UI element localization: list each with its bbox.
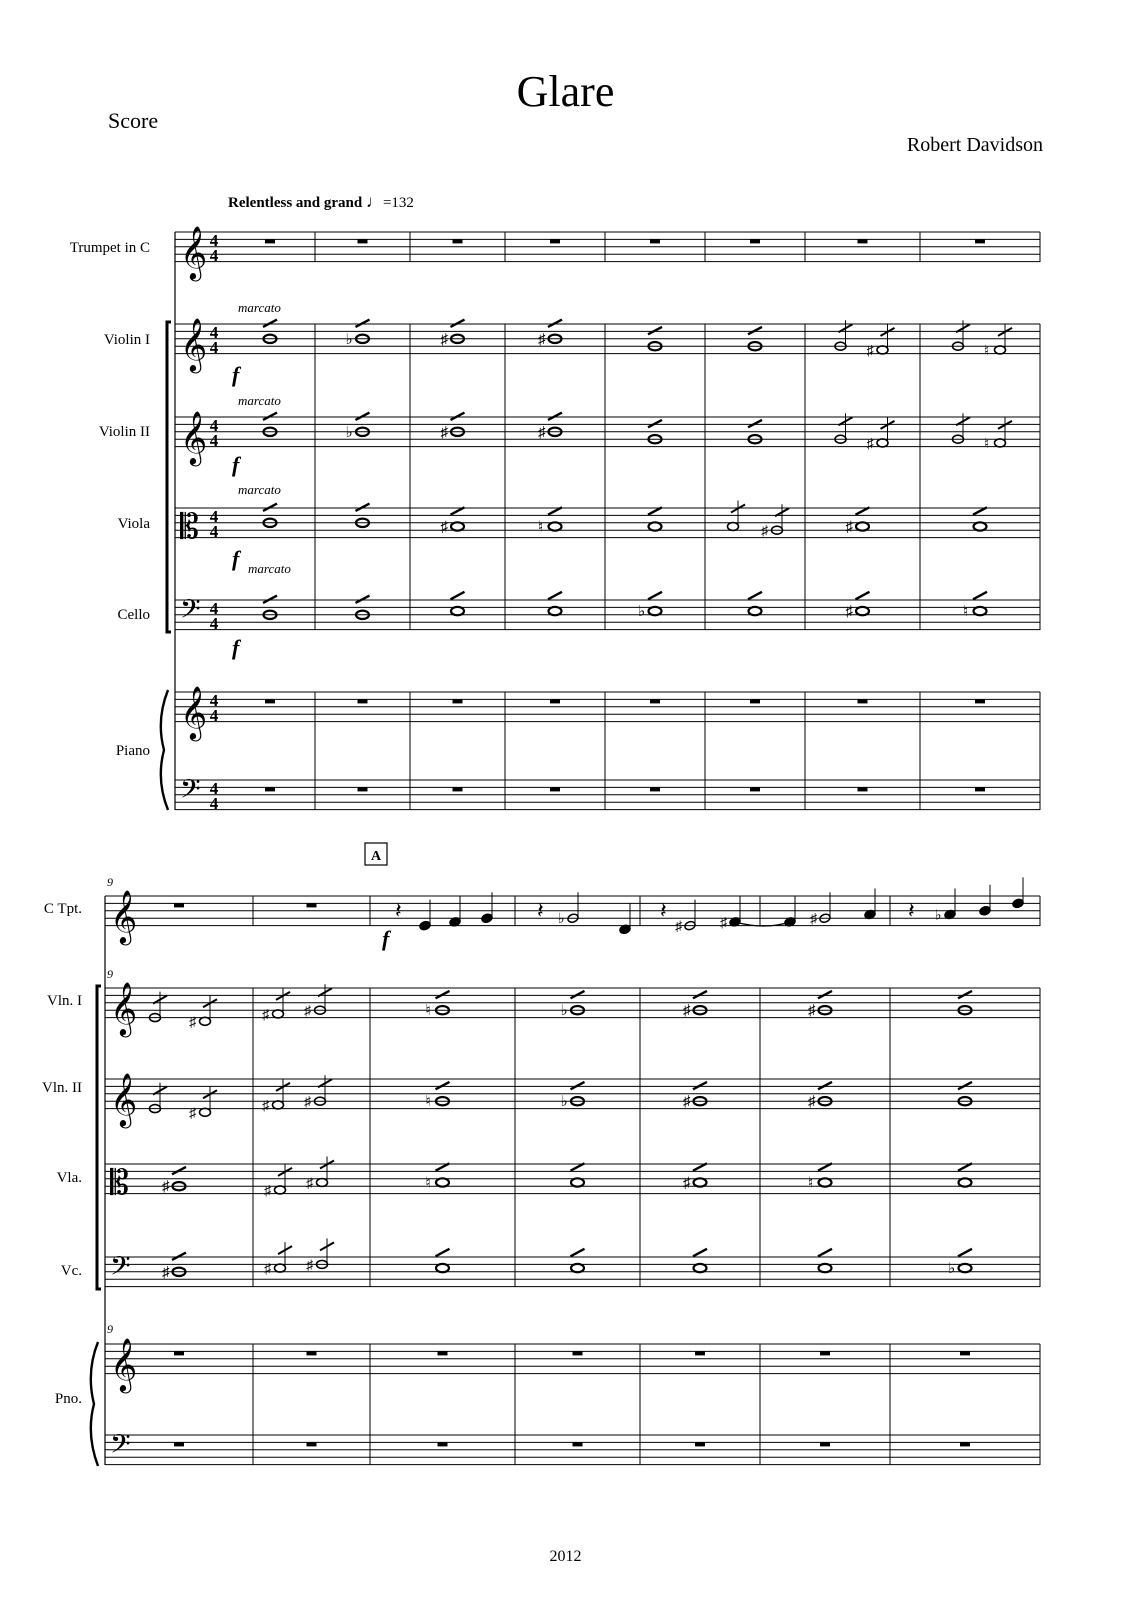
- staff-viola: [175, 508, 1040, 538]
- instrument-label: Vla.: [56, 1170, 82, 1186]
- whole-rest: [438, 1442, 448, 1446]
- accidental: ♮: [538, 519, 544, 536]
- treble-clef-icon: 𝄞: [110, 889, 138, 943]
- quarter-rest-icon: 𝄽: [537, 899, 544, 924]
- staff-trumpet: [175, 232, 1040, 262]
- time-signature-denominator: 4: [209, 246, 219, 265]
- whole-note: [571, 1178, 584, 1186]
- harmonic-note: [548, 413, 562, 420]
- staff-piano-lh: [175, 780, 1040, 810]
- time-signature-denominator: 4: [209, 794, 219, 813]
- whole-rest: [650, 239, 660, 243]
- whole-rest: [858, 699, 868, 703]
- accidental: ♯: [808, 1094, 816, 1111]
- bass-clef-icon: 𝄢: [110, 1428, 131, 1466]
- time-signature-numerator: 4: [209, 691, 219, 710]
- accidental: ♭: [935, 908, 942, 924]
- whole-rest: [960, 1351, 970, 1355]
- staff-violin-1: [175, 324, 1040, 354]
- expression-marcato: marcato: [238, 393, 281, 408]
- harmonic-note: [451, 320, 465, 327]
- accidental: ♯: [683, 1094, 691, 1111]
- half-note: [877, 439, 888, 447]
- whole-rest: [265, 787, 275, 791]
- time-signature-denominator: 4: [209, 338, 219, 357]
- tempo-text: Relentless and grand: [228, 195, 363, 211]
- expression-marcato: marcato: [238, 482, 281, 497]
- whole-note: [694, 1178, 707, 1186]
- harmonic-note: [693, 1082, 707, 1089]
- instrument-label: Cello: [117, 607, 150, 623]
- accidental: ♯: [683, 1175, 691, 1192]
- harmonic-note: [856, 592, 870, 599]
- alto-clef-icon: 𝄡: [180, 507, 199, 547]
- quarter-rest-icon: 𝄽: [660, 899, 667, 924]
- whole-rest: [265, 239, 275, 243]
- whole-rest: [174, 1351, 184, 1355]
- accidental: ♯: [538, 331, 546, 348]
- half-note: [317, 1179, 328, 1187]
- whole-rest: [550, 239, 560, 243]
- staff-cello: [175, 600, 1040, 630]
- half-note: [995, 346, 1006, 354]
- instrument-label: Pno.: [54, 1391, 82, 1407]
- whole-rest: [453, 239, 463, 243]
- harmonic-note: [436, 1082, 450, 1089]
- whole-rest: [820, 1442, 830, 1446]
- accidental: ♮: [808, 1175, 814, 1192]
- whole-note: [974, 522, 987, 530]
- whole-rest: [550, 699, 560, 703]
- whole-rest: [307, 1442, 317, 1446]
- time-signature-denominator: 4: [209, 522, 219, 541]
- accidental: ♯: [440, 331, 448, 348]
- half-note: [200, 1017, 211, 1025]
- piano-brace: [161, 690, 168, 810]
- whole-note: [959, 1264, 972, 1272]
- whole-rest: [174, 1442, 184, 1446]
- measure-number: 9: [107, 967, 113, 981]
- time-signature-denominator: 4: [209, 706, 219, 725]
- whole-rest: [695, 1351, 705, 1355]
- staff-c-trumpet: [105, 896, 1040, 926]
- time-signature-numerator: 4: [209, 599, 219, 618]
- harmonic-note: [172, 1167, 186, 1174]
- time-signature-numerator: 4: [209, 323, 219, 342]
- quarter-note: [1012, 898, 1024, 909]
- accidental: ♮: [984, 343, 990, 359]
- whole-note: [436, 1178, 449, 1186]
- harmonic-note: [571, 1082, 585, 1089]
- whole-note: [571, 1264, 584, 1272]
- accidental: ♯: [306, 1176, 313, 1192]
- accidental: ♭: [345, 424, 353, 441]
- whole-note: [974, 607, 987, 615]
- harmonic-note: [263, 596, 277, 603]
- publication-year: 2012: [549, 1548, 582, 1565]
- accidental: ♯: [845, 519, 853, 536]
- half-note: [728, 523, 739, 531]
- harmonic-note: [648, 420, 662, 427]
- whole-rest: [265, 699, 275, 703]
- instrument-label: Vln. II: [42, 1080, 82, 1096]
- string-bracket: [97, 986, 101, 1289]
- treble-clef-icon: 𝄞: [110, 1072, 138, 1126]
- whole-rest: [750, 239, 760, 243]
- time-signature-numerator: 4: [209, 416, 219, 435]
- whole-rest: [453, 699, 463, 703]
- whole-note: [819, 1264, 832, 1272]
- accidental: ♭: [638, 604, 646, 621]
- harmonic-note: [571, 991, 585, 998]
- accidental: ♯: [304, 1095, 311, 1111]
- accidental: ♯: [306, 1258, 313, 1274]
- harmonic-note: [958, 1082, 972, 1089]
- instrument-label: Piano: [115, 743, 150, 759]
- whole-note: [694, 1264, 707, 1272]
- expression-marcato: marcato: [238, 300, 281, 315]
- whole-rest: [358, 699, 368, 703]
- accidental: ♯: [262, 1098, 269, 1114]
- accidental: ♯: [162, 1179, 170, 1196]
- whole-rest: [695, 1442, 705, 1446]
- time-signature-denominator: 4: [209, 614, 219, 633]
- accidental: ♮: [963, 604, 969, 621]
- accidental: ♭: [560, 1003, 568, 1020]
- whole-rest: [750, 699, 760, 703]
- half-note: [275, 1186, 286, 1194]
- measure-number: 9: [107, 1322, 113, 1336]
- harmonic-note: [748, 420, 762, 427]
- harmonic-note: [958, 991, 972, 998]
- whole-note: [451, 522, 464, 530]
- rehearsal-mark: A: [370, 849, 382, 864]
- accidental: ♮: [425, 1094, 431, 1111]
- instrument-label: C Tpt.: [43, 901, 82, 917]
- treble-clef-icon: 𝄞: [180, 225, 208, 279]
- accidental: ♯: [683, 1003, 691, 1020]
- quarter-rest-icon: 𝄽: [908, 899, 915, 924]
- whole-rest: [358, 239, 368, 243]
- dynamic-forte: f: [232, 452, 240, 477]
- whole-rest: [975, 699, 985, 703]
- accidental: ♭: [558, 912, 565, 928]
- harmonic-note: [818, 1082, 832, 1089]
- instrument-label: Trumpet in C: [69, 240, 150, 256]
- accidental: ♯: [440, 519, 448, 536]
- instrument-label: Viola: [117, 516, 150, 532]
- staff-piano-rh: [175, 692, 1040, 722]
- accidental: ♯: [162, 1264, 170, 1281]
- harmonic-note: [356, 413, 370, 420]
- accidental: ♯: [720, 915, 727, 931]
- harmonic-note: [172, 1253, 186, 1260]
- whole-rest: [550, 787, 560, 791]
- treble-clef-icon: 𝄞: [180, 410, 208, 464]
- bass-clef-icon: 𝄢: [110, 1250, 131, 1288]
- dynamic-forte: f: [232, 635, 240, 660]
- harmonic-note: [818, 991, 832, 998]
- whole-note: [856, 607, 869, 615]
- harmonic-note: [548, 592, 562, 599]
- accidental: ♯: [538, 424, 546, 441]
- accidental: ♯: [189, 1106, 196, 1122]
- instrument-label: Violin II: [98, 424, 150, 440]
- accidental: ♮: [425, 1175, 431, 1192]
- accidental: ♭: [560, 1094, 568, 1111]
- treble-clef-icon: 𝄞: [180, 317, 208, 371]
- whole-rest: [573, 1351, 583, 1355]
- harmonic-note: [263, 413, 277, 420]
- whole-note: [451, 607, 464, 615]
- quarter-note: [419, 920, 431, 931]
- quarter-note: [481, 913, 493, 924]
- whole-note: [549, 522, 562, 530]
- harmonic-note: [548, 320, 562, 327]
- bass-clef-icon: 𝄢: [180, 773, 201, 811]
- half-note: [273, 1101, 284, 1109]
- harmonic-note: [356, 596, 370, 603]
- accidental: ♯: [262, 1007, 269, 1023]
- harmonic-note: [263, 504, 277, 511]
- dynamic-forte: f: [232, 546, 240, 571]
- whole-note: [549, 607, 562, 615]
- whole-rest: [650, 699, 660, 703]
- harmonic-note: [748, 327, 762, 334]
- accidental: ♯: [866, 343, 874, 359]
- whole-rest: [174, 903, 184, 907]
- whole-rest: [650, 787, 660, 791]
- instrument-label: Vln. I: [47, 993, 82, 1009]
- score-label: Score: [108, 108, 159, 133]
- staff-piano-rh-2: [105, 1344, 1040, 1374]
- harmonic-note: [648, 592, 662, 599]
- tempo-bpm: =132: [382, 195, 414, 211]
- quarter-note: [979, 905, 991, 916]
- whole-note: [959, 1178, 972, 1186]
- whole-rest: [307, 1351, 317, 1355]
- harmonic-note: [693, 1249, 707, 1256]
- half-note: [273, 1010, 284, 1018]
- whole-rest: [858, 239, 868, 243]
- time-signature-numerator: 4: [209, 231, 219, 250]
- time-signature-numerator: 4: [209, 507, 219, 526]
- dynamic-forte: f: [382, 926, 390, 951]
- whole-rest: [453, 787, 463, 791]
- harmonic-note: [356, 504, 370, 511]
- whole-rest: [960, 1442, 970, 1446]
- harmonic-note: [818, 1249, 832, 1256]
- whole-note: [819, 1178, 832, 1186]
- instrument-label: Vc.: [60, 1263, 82, 1279]
- whole-note: [436, 1264, 449, 1272]
- whole-rest: [975, 239, 985, 243]
- quarter-rest-icon: 𝄽: [395, 899, 402, 924]
- harmonic-note: [436, 1249, 450, 1256]
- whole-rest: [358, 787, 368, 791]
- harmonic-note: [451, 592, 465, 599]
- accidental: ♭: [948, 1261, 956, 1278]
- whole-note: [649, 522, 662, 530]
- harmonic-note: [973, 592, 987, 599]
- staff-piano-lh-2: [105, 1435, 1040, 1465]
- score-title: Glare: [516, 67, 615, 116]
- accidental: ♯: [808, 1003, 816, 1020]
- accidental: ♯: [264, 1183, 271, 1199]
- whole-rest: [750, 787, 760, 791]
- harmonic-note: [263, 320, 277, 327]
- harmonic-note: [356, 320, 370, 327]
- whole-rest: [820, 1351, 830, 1355]
- treble-clef-icon: 𝄞: [110, 981, 138, 1035]
- accidental: ♯: [189, 1015, 196, 1031]
- accidental: ♯: [761, 524, 768, 540]
- harmonic-note: [436, 991, 450, 998]
- accidental: ♯: [440, 424, 448, 441]
- accidental: ♯: [304, 1004, 311, 1020]
- accidental: ♯: [675, 919, 682, 935]
- half-note: [275, 1264, 286, 1272]
- whole-rest: [975, 787, 985, 791]
- whole-note: [649, 607, 662, 615]
- half-note: [995, 439, 1006, 447]
- treble-clef-icon: 𝄞: [110, 1337, 138, 1391]
- accidental: ♭: [345, 331, 353, 348]
- whole-rest: [858, 787, 868, 791]
- whole-rest: [438, 1351, 448, 1355]
- time-signature-denominator: 4: [209, 431, 219, 450]
- quarter-note-icon: ♩: [365, 192, 383, 211]
- harmonic-note: [693, 991, 707, 998]
- composer-name: Robert Davidson: [906, 134, 1043, 156]
- piano-brace: [91, 1342, 98, 1466]
- accidental: ♮: [984, 436, 990, 452]
- half-note: [877, 346, 888, 354]
- expression-marcato: marcato: [248, 561, 291, 576]
- instrument-label: Violin I: [103, 332, 150, 348]
- half-note: [200, 1108, 211, 1116]
- dynamic-forte: f: [232, 362, 240, 387]
- accidental: ♯: [810, 912, 817, 928]
- accidental: ♮: [425, 1003, 431, 1020]
- whole-note: [856, 522, 869, 530]
- harmonic-note: [648, 327, 662, 334]
- measure-number: 9: [107, 875, 113, 889]
- harmonic-note: [748, 592, 762, 599]
- harmonic-note: [451, 413, 465, 420]
- accidental: ♯: [845, 604, 853, 621]
- accidental: ♯: [264, 1262, 271, 1278]
- string-bracket: [167, 322, 171, 632]
- time-signature-numerator: 4: [209, 779, 219, 798]
- bass-clef-icon: 𝄢: [180, 593, 201, 631]
- alto-clef-icon: 𝄡: [110, 1163, 129, 1203]
- whole-rest: [573, 1442, 583, 1446]
- harmonic-note: [571, 1249, 585, 1256]
- whole-rest: [307, 903, 317, 907]
- accidental: ♯: [866, 436, 874, 452]
- treble-clef-icon: 𝄞: [180, 685, 208, 739]
- harmonic-note: [958, 1249, 972, 1256]
- whole-note: [749, 607, 762, 615]
- staff-violin-2: [175, 417, 1040, 447]
